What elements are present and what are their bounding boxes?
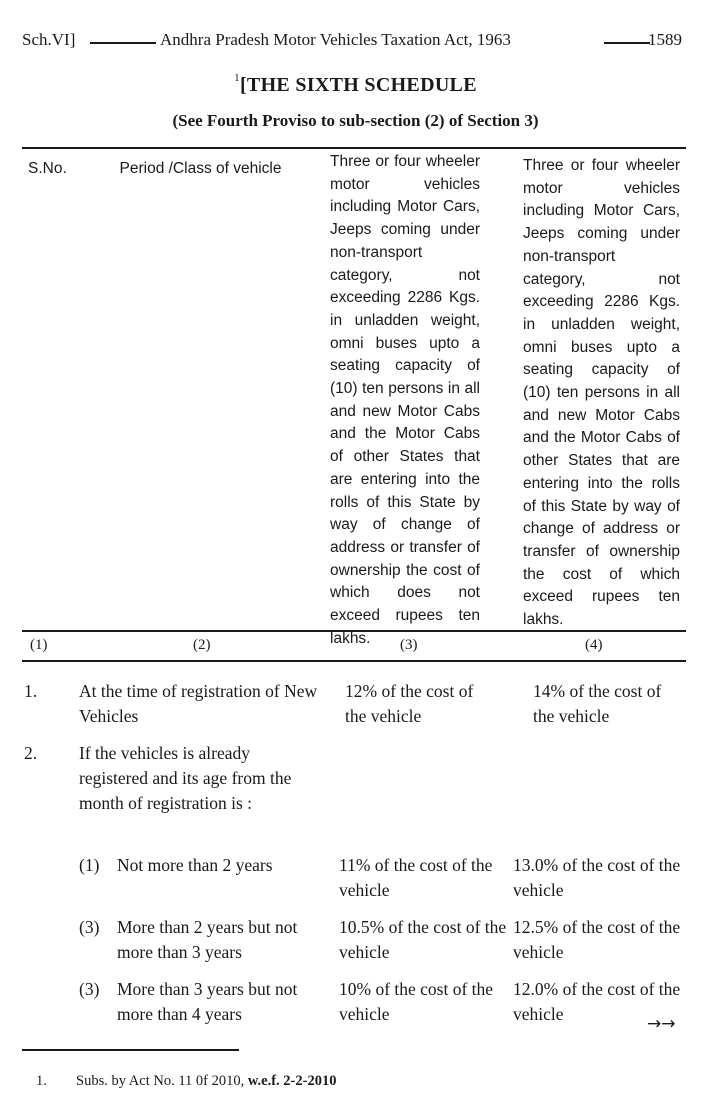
subrow-rate-col3: 10% of the cost of the vehicle: [339, 979, 494, 1024]
footnote-rule: [22, 1049, 239, 1051]
page-number: 1589: [648, 30, 682, 49]
subrow-description: More than 3 years but not more than 4 years: [117, 979, 298, 1024]
column-number: (4): [585, 637, 603, 653]
footnote: [36, 1073, 336, 1090]
column-number-rule: [22, 660, 686, 662]
act-title: Andhra Pradesh Motor Vehicles Taxation Act, 1963: [160, 30, 511, 49]
row-number: 2.: [24, 743, 38, 763]
column-heading-sno: S.No.: [28, 160, 67, 177]
column-heading-above-ten-lakhs: Three or four wheeler motor vehicles including Motor Cars, Jeeps coming under non-transport category, not exceeding 2286 Kgs. in unladden weight, omni buses upto a seating capacity of (10) ten persons in all and new Motor Cabs and the Motor Cabs of other States that are entering into the rolls of this State by way of change of address or transfer of ownership the cost of which exceed rupees ten lakhs.: [523, 157, 680, 629]
row-rate-col3: 12% of the cost of the vehicle: [345, 681, 474, 726]
subrow-rate-col3: 10.5% of the cost of the vehicle: [339, 917, 507, 962]
subrow-description: More than 2 years but not more than 3 years: [117, 917, 298, 962]
subrow-rate-col3: 11% of the cost of the vehicle: [339, 855, 493, 900]
header-dash-right: [604, 42, 650, 44]
subrow-description: Not more than 2 years: [117, 855, 273, 875]
title-text: [THE SIXTH SCHEDULE: [239, 74, 477, 96]
schedule-title: [0, 74, 711, 97]
column-number: (2): [193, 637, 211, 653]
subrow-rate-col4: 13.0% of the cost of the vehicle: [513, 855, 681, 900]
table-top-rule: [22, 147, 686, 149]
row-description: At the time of registration of New Vehicles: [79, 681, 318, 726]
subrow-number: (3): [79, 917, 100, 937]
title-footnote-marker: 1: [234, 72, 240, 85]
subrow-number: (1): [79, 855, 100, 875]
column-heading-period: Period /Class of vehicle: [119, 160, 282, 177]
schedule-reference: Sch.VI]: [22, 30, 76, 49]
row-description: If the vehicles is already registered and its age from the month of registration is :: [79, 743, 292, 813]
footnote-number: 1.: [36, 1073, 47, 1089]
column-number: (1): [30, 637, 48, 653]
row-number: 1.: [24, 681, 38, 701]
header-dash-left: [90, 42, 156, 44]
continued-arrow-icon: →→: [647, 1014, 676, 1034]
schedule-subtitle: (See Fourth Proviso to sub-section (2) of Section 3): [172, 111, 539, 130]
subrow-rate-col4: 12.5% of the cost of the vehicle: [513, 917, 681, 962]
subrow-number: (3): [79, 979, 100, 999]
subrow-rate-col4: 12.0% of the cost of the vehicle: [513, 979, 681, 1024]
running-header: [22, 30, 682, 56]
column-number: (3): [400, 637, 418, 653]
row-rate-col4: 14% of the cost of the vehicle: [533, 681, 662, 726]
column-heading-upto-ten-lakhs: Three or four wheeler motor vehicles including Motor Cars, Jeeps coming under non-transport category, not exceeding 2286 Kgs. in unladden weight, omni buses upto a seating capacity of (10) ten persons in all and new Motor Cabs and the Motor Cabs of other States that are entering into the rolls of this State by way of change of address or transfer of ownership the cost of which does not exceed rupees ten lakhs.: [330, 153, 480, 647]
footnote-text: Subs. by Act No. 11 0f 2010,: [76, 1073, 245, 1089]
footnote-effective-date: w.e.f. 2-2-2010: [247, 1073, 337, 1089]
